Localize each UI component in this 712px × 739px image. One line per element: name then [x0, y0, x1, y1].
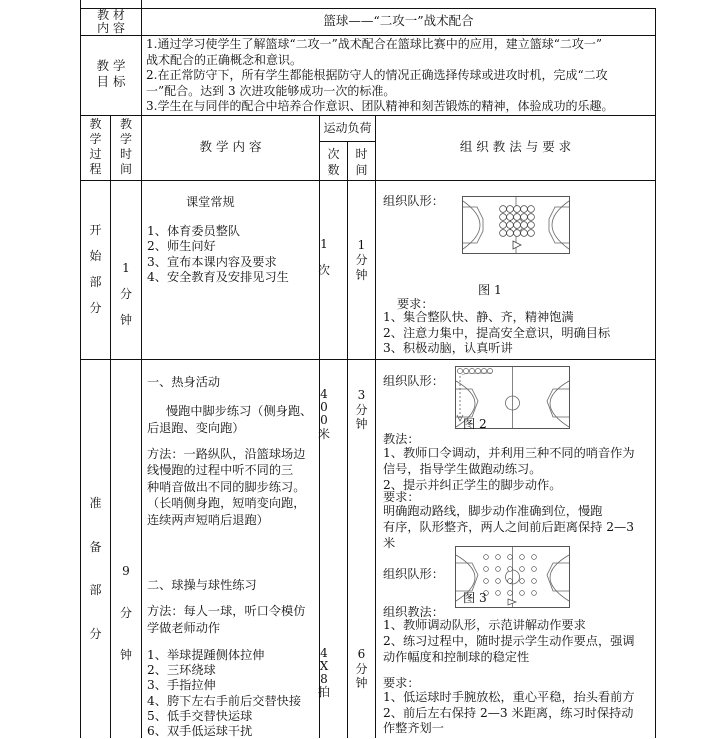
warmup-item: [147, 403, 312, 436]
list-item: 2、前后左右保持 2—3 米距离，练习时保持动: [383, 705, 634, 720]
ball-title: 二、球操与球性练习: [147, 578, 257, 592]
list-item: 3、积极动脑，认真听讲: [383, 341, 513, 355]
goal-line: 1.通过学习使学生了解篮球“二攻一”战术配合在篮球比赛中的应用，建立篮球“二攻一”: [146, 37, 602, 51]
req-label-2: 要求：: [383, 490, 420, 504]
list-item: 米: [383, 536, 396, 550]
ball-method: [147, 603, 305, 636]
process-prep: 准 备 部 分: [89, 496, 102, 641]
time-prep: 9 分 钟: [119, 564, 132, 662]
list-item: 信号，指导学生做跑动练习。: [383, 461, 542, 476]
warmup-count: 4 0 0 米: [317, 387, 330, 441]
col-process: 教 学 过 程: [89, 117, 102, 176]
list-item: 2、注意力集中，提高安全意识，明确目标: [383, 325, 611, 340]
list-item: 4、安全教育及安排见习生: [147, 269, 289, 284]
lesson-content: 篮球——“二攻一”战术配合: [323, 13, 474, 28]
list-item: 1、教师调动队形，示范讲解动作要求: [383, 618, 586, 632]
list-item: 作整齐划一: [383, 721, 444, 735]
goal-line: 3.学生在与同伴的配合中培养合作意识、团队精神和刻苦锻炼的精神，体验成功的乐趣。: [146, 99, 614, 114]
list-item: 明确跑动路线，脚步动作准确到位，慢跑: [383, 504, 603, 518]
org-method-label: 组织教法：: [383, 605, 444, 619]
col-time: 教 学 时 间: [119, 117, 132, 176]
method-label: 教法：: [383, 432, 420, 446]
list-item: 学做老师动作: [147, 620, 221, 635]
figure-1-caption: 图 1: [478, 283, 502, 297]
prep-requirements: [383, 503, 634, 551]
list-item: 2、三环绕球: [147, 663, 216, 678]
figure-3-caption: 图 3: [463, 591, 487, 605]
routine-list: [147, 224, 289, 285]
list-item: 1、集合整队快、静、齐，精神饱满: [383, 310, 574, 324]
list-item: 1、体育委员整队: [147, 224, 241, 238]
col-org: 组 织 教 法 与 要 求: [459, 139, 572, 154]
req-label-3: 要求：: [383, 676, 420, 690]
list-item: 种哨音做出不同的脚步练习。: [147, 479, 306, 494]
time-start: 1 分 钟: [119, 261, 132, 327]
list-item: 动作幅度和控制球的稳定性: [383, 649, 530, 664]
ball-count: 4 X 8 拍: [317, 646, 330, 699]
process-start: 开 始 部 分: [89, 223, 102, 315]
figure-2-caption: 图 2: [463, 417, 487, 431]
req-label-1: 要求：: [397, 297, 434, 311]
list-item: 方法：每人一球，听口令模仿: [147, 604, 306, 618]
list-item: 后退跑、变向跑）: [147, 420, 245, 435]
org-methods: [383, 618, 635, 665]
warmup-method: [147, 446, 305, 528]
ball-requirements: [383, 690, 635, 737]
list-item: 1、低运球时手腕放松，重心平稳，抬头看前方: [383, 690, 635, 704]
col-duration: 时 间: [355, 147, 368, 177]
prep-methods: [383, 446, 635, 493]
list-item: 有序，队形整齐，两人之间前后距离保持 2—3: [383, 520, 634, 534]
org-label-1: 组织队形：: [383, 194, 444, 208]
ball-duration: 6 分 钟: [355, 647, 368, 690]
goals: [146, 37, 654, 115]
list-item: 方法：一路纵队，沿篮球场边: [147, 447, 306, 461]
routine-title: 课堂常规: [186, 195, 235, 209]
warmup-duration: 3 分 钟: [355, 388, 368, 431]
label-goal: 教 学 目 标: [96, 58, 126, 89]
col-content: 教 学 内 容: [199, 139, 262, 154]
list-item: 线慢跑的过程中听不同的三: [147, 463, 294, 478]
list-item: 3、宣布本课内容及要求: [147, 254, 277, 269]
list-item: （长哨侧身跑，短哨变向跑，: [147, 496, 306, 511]
goal-line: 战术配合的正确概念和意识。: [146, 52, 303, 67]
list-item: 6、双手低运球干扰: [147, 724, 253, 739]
goal-line: 2.在正常防守下，所有学生都能根据防守人的情况正确选择传球或进攻时机，完成“二攻: [146, 68, 608, 83]
list-item: 连续两声短哨后退跑）: [147, 512, 269, 527]
org-label-3: 组织队形：: [383, 567, 444, 581]
ball-items: [147, 648, 301, 739]
col-count: 次 数: [327, 147, 340, 177]
list-item: 4、胯下左右手前后交替快接: [147, 693, 302, 708]
list-item: 3、手指拉伸: [147, 678, 216, 693]
list-item: 2、练习过程中，随时提示学生动作要点，强调: [383, 633, 635, 648]
label-content: 教 材 内 容: [97, 8, 125, 35]
org-label-2: 组织队形：: [383, 374, 444, 388]
warmup-title: 一、热身活动: [147, 375, 221, 389]
list-item: 慢跑中脚步练习（侧身跑、: [166, 404, 313, 418]
requirements-start: [383, 310, 610, 357]
list-item: 5、低手交替快运球: [147, 708, 253, 723]
list-item: 1、教师口令调动，并利用三种不同的哨音作为: [383, 446, 635, 460]
list-item: 2、师生问好: [147, 239, 216, 254]
duration-start: 1 分 钟: [355, 238, 368, 282]
count-start: 1 次: [317, 237, 330, 277]
list-item: 2、提示并纠正学生的脚步动作。: [383, 477, 562, 492]
list-item: 1、举球提踵侧体拉伸: [147, 648, 265, 662]
col-load: 运动负荷: [323, 121, 372, 135]
goal-line: 一”配合。达到 3 次进攻能够成功一次的标准。: [146, 83, 396, 98]
court-diagram-1: [462, 196, 570, 254]
